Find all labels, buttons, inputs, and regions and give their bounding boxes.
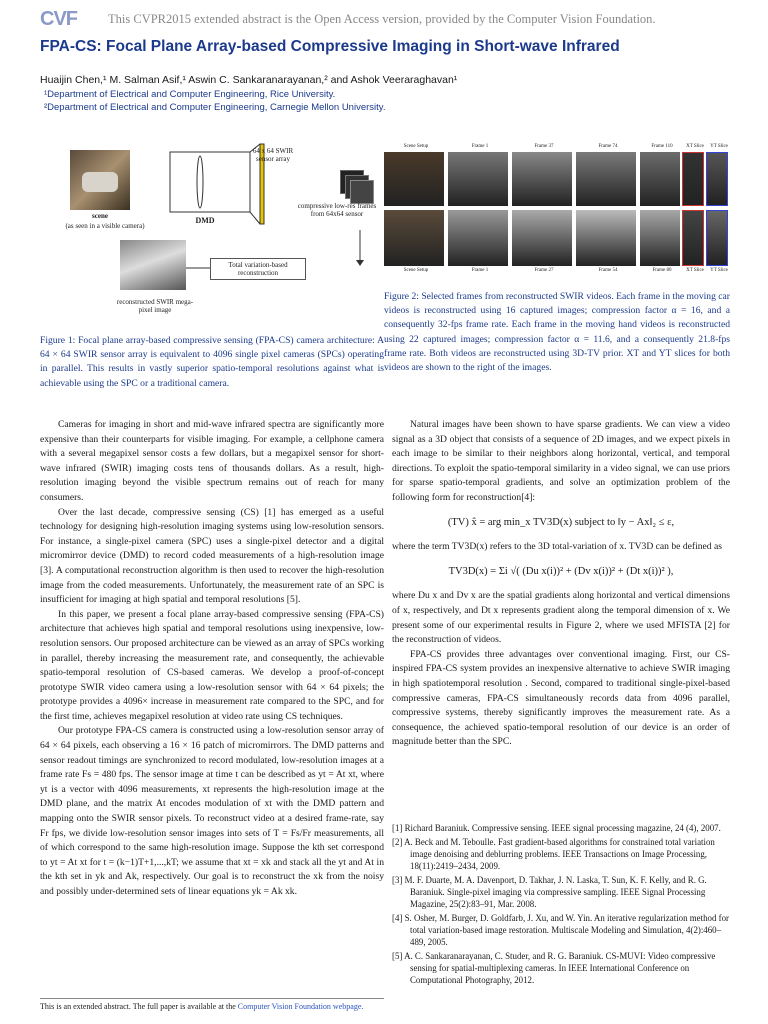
figure-2-caption: Figure 2: Selected frames from reconstructed SWIR videos. Each frame in the moving car videos is reconstructed using 16 captured images; compression factor α = 16, and a consequently 32-fps frame rate. Each frame in the moving hand videos is reconstructed using 22 captured images; compression factor α = 11.6, and a consequently 21.8-fps frame rate. Both videos are reconstructed using 3D-TV prior. XT and YT slices for both videos are shown to the right of the images.	[384, 291, 730, 374]
fig2-car-frame	[512, 152, 572, 206]
figure-1-diagram	[40, 140, 385, 330]
tv-equation: (TV) x̂ = arg min_x TV3D(x) subject to ‖y − Ax‖₂ ≤ ε,	[447, 516, 675, 528]
fig2-car-frame	[448, 152, 508, 206]
advantages-paragraph: FPA-CS provides three advantages over conventional imaging. First, our CS-inspired FPA-CS system provides an inexpensive alternative to achieve SWIR imaging in high spatiotemporal resolution . Second, compared to traditional single-pixel-based compressive cameras, FPA-CS simultaneously records data from 4096 parallel, compressive systems, thereby significantly improves the measurement rate. As a consequence, the achieved spatio-temporal resolution of our device is an order of magnitude better than the SPC.	[392, 648, 730, 748]
scene-photo	[70, 150, 130, 210]
authors: Huaijin Chen,¹ M. Salman Asif,¹ Aswin C. Sankaranarayanan,² and Ashok Veeraraghavan¹	[40, 74, 458, 86]
footnote	[40, 998, 384, 1011]
fig2-bottom-label: YT Slice	[710, 268, 728, 273]
fig2-hand-frame	[448, 210, 508, 266]
left-column	[40, 418, 384, 900]
scene-sublabel: (as seen in a visible camera)	[65, 222, 145, 230]
scene-label: scene	[92, 212, 108, 220]
fig2-top-label: Frame 74	[598, 144, 618, 149]
frame-stack-front	[350, 180, 374, 204]
fig2-car-frame	[384, 152, 444, 206]
affiliation-2: ²Department of Electrical and Computer Engineering, Carnegie Mellon University.	[44, 102, 386, 113]
cs-paragraph: Over the last decade, compressive sensing (CS) [1] has emerged as a useful technology for designing high-resolution imaging systems using low-resolution sensors. For instance, a single-pixel camera (SPC) uses a single-pixel detector and a digital micromirror device (DMD) to record coded measurements of a high-resolution image [3]. A computational reconstruction algorithm is then used to recover the high-resolution image from the coded measurements. Unfortunately, the measurement rate of an SPC is insufficient for imaging at high spatial and temporal resolutions [5].	[40, 506, 384, 606]
reference-item: [2] A. Beck and M. Teboulle. Fast gradient-based algorithms for constrained total variation image denoising and deblurring problems. IEEE Transactions on Image Processing, 18(11):2419–2434, 2009.	[392, 837, 715, 871]
fig2-hand-frame	[576, 210, 636, 266]
reference-item: [1] Richard Baraniuk. Compressive sensing. IEEE signal processing magazine, 24 (4), 2007.	[392, 823, 721, 833]
cvf-logo: CVF	[40, 8, 77, 30]
fig2-hand-frame	[384, 210, 444, 266]
tv-definition-paragraph: where the term TV3D(x) refers to the 3D total-variation of x. TV3D can be defined as	[392, 541, 722, 553]
frames-label: compressive low-res frames from 64x64 sensor	[297, 202, 377, 218]
fig2-bottom-label: Scene Setup	[403, 268, 429, 273]
fig2-top-label: Frame 110	[651, 144, 673, 149]
full-paper-link[interactable]: Computer Vision Foundation webpage.	[237, 1002, 364, 1011]
fig2-hand-frame	[682, 210, 704, 266]
reconstructed-image	[120, 240, 186, 290]
gradients-explanation: where Du x and Dv x are the spatial gradients along horizontal and vertical dimensions of x, respectively, and Dt x represents gradient along the temporal dimension of x. We present some of our experimental results in Figure 2, where we used MFISTA [2] for the reconstruction of videos.	[392, 590, 730, 646]
reconstructed-label: reconstructed SWIR mega-pixel image	[116, 298, 194, 314]
reference-item: [4] S. Osher, M. Burger, D. Goldfarb, J. Xu, and W. Yin. An iterative regularization method for total variation-based image restoration. Multiscale Modeling and Simulation, 4(2):460–489, 2005.	[392, 913, 729, 947]
fig2-top-label: Frame 37	[534, 144, 554, 149]
fig2-car-frame	[682, 152, 704, 206]
reference-item: [5] A. C. Sankaranarayanan, C. Studer, and R. G. Baraniuk. CS-MUVI: Video compressive sensing for spatial-multiplexing cameras. In IEEE International Conference on Computational Photography, 2012.	[392, 951, 716, 985]
affiliation-1: ¹Department of Electrical and Computer Engineering, Rice University.	[44, 89, 336, 100]
intro-paragraph: Cameras for imaging in short and mid-wave infrared spectra are significantly more expensive than their counterparts for visible imaging. For example, a cellphone camera with a several megapixel sensor costs a few dollars, but a megapixel sensor for short-wave infrared (SWIR) imaging costs tens of thousands dollars. As a result, high-resolution imaging beyond the visible spectrum remains out of reach for many consumers.	[40, 419, 384, 503]
fig2-bottom-label: Frame 54	[598, 268, 618, 273]
sensor-label: 64 x 64 SWIR sensor array	[252, 147, 294, 163]
right-column	[392, 418, 730, 750]
dmd-label: DMD	[195, 216, 215, 225]
tv3d-equation: TV3D(x) = Σi √( (Du x(i))² + (Dv x(i))² + (Dt x(i))² ),	[448, 565, 674, 577]
fig2-car-frame	[640, 152, 680, 206]
fig2-top-label: Frame 1	[471, 144, 489, 149]
prototype-paragraph: Our prototype FPA-CS camera is constructed using a low-resolution sensor array of 64 × 64 pixels, each observing a 16 × 16 patch of micromirrors. The DMD patterns and sensor readout timings are synchronized to record modulated, low-resolution images at a frame rate Fs = 480 fps. The sensor image at time t can be described as yt = At xt, where yt is a vector with 4096 measurements, xt represents the high-resolution image at the DMD plane, and the matrix At encodes modulation of xt with the DMD pattern and mapping onto the SWIR sensor pixels. To reconstruct video at a desired frame-rate, say Fr fps, we divide low-resolution sensor images into sets of T = Fs/Fr measurements, all of which correspond to the same high-resolution image. Suppose the kth set correspond to yt = At xt for t = (k−1)T+1,...,kT; we assume that xt = xk and stack all the yt and At in the kth set in yk and Ak, respectively. Our goal is to reconstruct the xk from the noisy and possibly under-determined sets of linear equations yk = Ak xk.	[40, 725, 384, 897]
references-list	[392, 822, 730, 988]
open-access-notice: This CVPR2015 extended abstract is the Open Access version, provided by the Computer Vision Foundation.	[108, 12, 656, 26]
fig2-car-frame	[706, 152, 728, 206]
fig2-bottom-label: Frame 27	[534, 268, 554, 273]
figure-2-grid	[384, 144, 730, 278]
figure-1-caption: Figure 1: Focal plane array-based compressive sensing (FPA-CS) camera architecture: A 64 × 64 SWIR sensor array is equivalent to 4096 single pixel cameras (SPCs) operating in parallel. This results in vastly superior spatio-temporal resolutions against what is achievable using the SPC or a traditional camera.	[40, 335, 384, 389]
fig2-car-frame	[576, 152, 636, 206]
fig2-bottom-label: Frame 1	[471, 268, 489, 273]
paper-title: FPA-CS: Focal Plane Array-based Compressive Imaging in Short-wave Infrared	[40, 38, 620, 55]
fig2-bottom-label: XT Slice	[686, 268, 704, 273]
reference-item: [3] M. F. Duarte, M. A. Davenport, D. Takhar, J. N. Laska, T. Sun, K. F. Kelly, and R. G. Baraniuk. Single-pixel imaging via compressive sampling. IEEE Signal Processing Magazine, 25(2):83–91, Mar. 2008.	[392, 875, 707, 909]
fig2-top-label: Scene Setup	[403, 144, 429, 149]
fig2-hand-frame	[640, 210, 680, 266]
fpa-cs-paragraph: In this paper, we present a focal plane array-based compressive sensing (FPA-CS) architecture that achieves high spatial and temporal resolutions using inexpensive, low-resolution sensors. Our proposed architecture can be viewed as an array of SPCs working in parallel, thereby increasing the measurement rate, and consequently, the achievable spatio-temporal resolution of CS-based cameras. We develop a proof-of-concept prototype SWIR video camera using a low-resolution sensor with 64 × 64 pixels; the prototype provides a 4096× increase in measurement rate compared to the SPC, and for the first time, achieves megapixel resolution at video rate using CS techniques.	[40, 608, 384, 722]
fig2-top-label: YT Slice	[710, 144, 728, 149]
fig2-top-label: XT Slice	[686, 144, 704, 149]
fig2-hand-frame	[706, 210, 728, 266]
gradients-paragraph: Natural images have been shown to have sparse gradients. We can view a video signal as a 3D object that consists of a sequence of 2D images, and we expect pixels in each image to be similar to their neighbors along horizontal, vertical, and temporal directions. To exploit the spatio-temporal similarity in a video signal, we can use priors for sparse spatio-temporal gradients, and solve an optimization problem of the following form for reconstruction[4]:	[392, 419, 730, 503]
tv-reconstruction-box: Total variation-based reconstruction	[210, 258, 306, 280]
fig2-hand-frame	[512, 210, 572, 266]
footnote-text: This is an extended abstract. The full paper is available at the	[40, 1002, 236, 1011]
fig2-bottom-label: Frame 80	[652, 268, 672, 273]
